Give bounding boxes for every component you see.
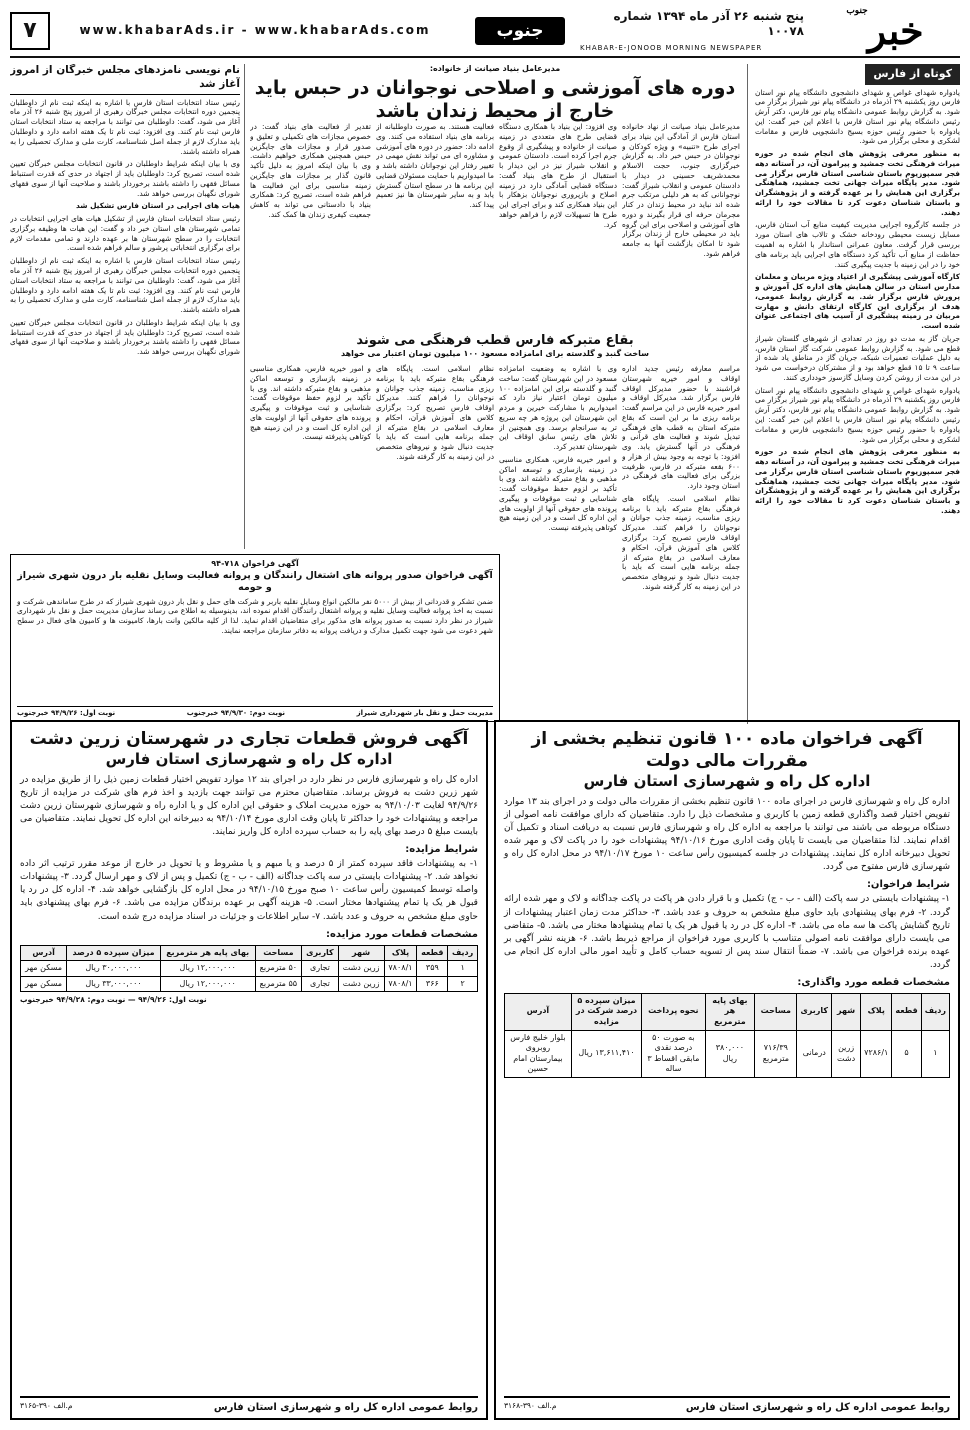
left-story-text: وی با بیان اینکه شرایط داوطلبان در قانون انتخابات مجلس خبرگان تعیین شده است، تصریح کرد: داوطلبان باید از اجتهاد در حدی که قدرت استنباط مسائل فقهی را داشته باشند برخوردار باشند و صلاحیت آنها از سوی فقهای شورای نگهبان بررسی خواهد شد. [10,317,240,357]
table-cell: ۱۲,۰۰۰,۰۰۰ ریال [160,961,255,977]
short-news-title: کوتاه از فارس [865,64,960,85]
english-name: KHABAR-E-JONOOB MORNING NEWSPAPER [580,44,763,53]
table-header-cell: آدرس [21,945,67,961]
second-story-header [250,328,740,360]
main-story-col: وی افزود: این بنیاد با همکاری دستگاه قضایی طرح های متعددی در زمینه صیانت از خانواده و پیشگیری از وقوع جرم اجرا کرده است. دادستان عمومی و انقلاب شیراز نیز در این دیدار با استقبال از طرح های بنیاد گفت: دستگاه قضایی آمادگی دارد در زمینه اصلاح و بازپروری نوجوانان بزهکار با این بنیاد همکاری کند و برای اجرای این طرح ها تسهیلات لازم را فراهم خواهد کرد. [499,122,617,229]
second-story-headline: بقاع متبرکه فارس قطب فرهنگی می شوند [356,333,634,348]
sale-ad-title: آگهی فروش قطعات تجاری در شهرستان زرین دشت [29,729,469,749]
table-cell: ۳۵۹ [417,961,448,977]
left-story-title: نام نویسی نامزدهای مجلس خبرگان از امروز آغاز شد [10,64,240,95]
logo: خبر$^{جنوب}$ [846,5,924,53]
page-number: ۷ [10,12,50,50]
ad-footer: مدیریت حمل و نقل بار شهرداری شیراز نوبت دوم: ۹۴/۹/۳۰ خبرجنوب نوبت اول: ۹۴/۹/۲۶ خبرجنوب [17,706,493,718]
table-header-cell: کاربری [797,993,832,1030]
table-header-cell: بهای پایه هر مترمربع [160,945,255,961]
table-cell: مسکن مهر [21,976,67,992]
table-cell: ۷۸۰۸/۱ [384,976,417,992]
section-tag: جنوب [460,6,580,56]
short-news-item: کارگاه آموزشی پیشگیری از اعتیاد ویژه مربیان و معلمان مدارس استان در سالن همایش های اداره کل آموزش و پرورش فارس برگزار شد. به گزارش روابط عمومی، هدف از برگزاری این کارگاه ارتقای دانش و مهارت مربیان در زمینه پیشگیری از آسیب های اجتماعی عنوان شده است. [755,272,960,331]
table-header-cell: کاربری [302,945,338,961]
table-cell: ۳۸۰,۰۰۰ ریال [705,1030,755,1077]
table-cell: تجاری [302,961,338,977]
second-story-col: وی با اشاره به وضعیت امامزاده مسعود در این شهرستان گفت: ساخت گنبد و گلدسته برای این امامزاده ۱۰۰ میلیون تومان اعتبار نیاز دارد که امیدواریم با مشارکت خیرین و مردم این شهرستان این پروژه هر چه سریع تر به سرانجام برسد. وی همچنین از تلاش های رئیس سابق اوقاف این شهرستان تقدیر کرد. و امور خیریه فارس، همکاری مناسبی در زمینه بازسازی و توسعه اماکن مذهبی و بقاع متبرکه داشته اند. وی با تأکید بر لزوم حفظ موقوفات گفت: شناسایی و ثبت موقوفات و پیگیری پرونده های حقوقی آنها از اولویت های این اداره کل است و در این زمینه هیچ کوتاهی پذیرفته نیست. [499,364,617,533]
table-cell: ۷۲۸۶/۱ [861,1030,892,1077]
table-header-cell: مساحت [255,945,302,961]
table-cell: ۱ [921,1030,949,1077]
main-story-col: مدیرعامل بنیاد صیانت از نهاد خانواده استان فارس از آمادگی این بنیاد برای اجرای طرح «تنبیه» و ویژه کودکان و نوجوانان در حبس خبر داد. به گزارش خبرگزاری جنوب، حجت الاسلام محمدشریف حسینی در دیدار با دادستان عمومی و انقلاب شیراز گفت: نوجوانانی که به هر دلیلی مرتکب جرم شده اند نباید در محیط زندان در کنار مجرمان حرفه ای قرار بگیرند و دوره های آموزشی و اصلاحی برای این گروه باید در محیطی خارج از زندان برگزار شود تا امکان بازگشت آنها به جامعه فراهم شود. [622,122,740,258]
ad-title: آگهی فراخوان صدور پروانه های اشتغال رانندگان و پروانه فعالیت وسایل نقلیه بار درون شهری شیراز و حومه [17,569,493,594]
table-header-cell: میزان سپرده ۵ درصد شرکت در مزایده [571,993,641,1030]
sale-ad-org: اداره کل راه و شهرسازی استان فارس [105,750,393,769]
left-story-text: رئیس ستاد انتخابات استان فارس با اشاره به اینکه ثبت نام از داوطلبان پنجمین دوره انتخابات مجلس خبرگان رهبری از امروز پنج شنبه ۲۶ آذر ماه آغاز می شود، گفت: داوطلبان می توانند با مراجعه به ستاد انتخابات استان فارس ثبت نام کنند. وی افزود: ثبت نام تا یک هفته ادامه دارد و داوطلبان باید مدارک لازم از جمله اصل شناسنامه، کارت ملی و مدارک تحصیلی را به همراه داشته باشند. [10,97,240,156]
table-cell: زرین دشت [832,1030,861,1077]
short-news-column [755,64,960,724]
main-story-kicker: مدیرعامل بنیاد صیانت از خانواده: [429,64,561,73]
tender-table [504,993,950,1078]
tender-ad-intro: اداره کل راه و شهرسازی فارس در اجرای ماده ۱۰۰ قانون تنظیم بخشی از مقررات مالی دولت و در اجرای بند ۱۳ موارد تفویض اختیار قصد واگذاری قطعه زمین با کاربری و مشخصات ذیل را دارد. متقاضیان که دارای موافقت نامه اصولی از دستگاه مربوطه می باشند می توانند با مراجعه به اداره کل راه و شهرسازی فارس نسبت به دریافت اسناد و تکمیل آن اقدام نمایند. لذا متقاضیان می بایست تا پایان وقت اداری مورخ ۹۴/۱۰/۱۶ پیشنهادات خود را در پاکت لاک و مهر شده تحویل دبیرخانه اداره کل نمایند. پیشنهادات در جلسه کمیسیون رأس ساعت ۱۰ مورخ ۹۴/۱۰/۱۷ در محل اداره کل راه و شهرسازی فارس مفتوح می گردد. [504,796,951,873]
table-header-cell: مساحت [755,993,797,1030]
short-news-item: یادواره شهدای غواص و شهدای دانشجوی دانشگاه پیام نور استان فارس روز یکشنبه ۲۹ آذرماه در دانشگاه پیام نور شیراز برگزار می شود. به گزارش روابط عمومی دانشگاه پیام نور فارس، دکتر آرش رئیس دانشگاه پیام نور استان فارس با اعلام این خبر گفت: این یادواره با حضور رئیس حوزه بسیج دانشجویی فارس و مقامات لشکری و محلی برگزار می شود. [755,87,960,146]
table-cell: مسکن مهر [21,961,67,977]
table-header-cell: پلاک [861,993,892,1030]
table-header-cell: قطعه [417,945,448,961]
table-row [21,976,478,992]
table-cell: ۳۶۶ [417,976,448,992]
table-cell: ۳۳,۰۰۰,۰۰۰ ریال [67,976,161,992]
table-cell: ۵۵ مترمربع [255,976,302,992]
short-news-item: به منظور معرفی پژوهش های انجام شده در حوزه میراث فرهنگی تخت جمشید و پیرامون آن، در آستانه دهه فجر سمپوزیوم باستان شناسی استان فارس برگزار می شود. مدیر پایگاه میراث جهانی تخت جمشید، هماهنگی برگزاری این همایش را بر عهده گرفته و از پژوهشگران و باستان شناسان دعوت کرد تا مقالات خود را ارائه دهند. [755,447,960,515]
short-news-item: یادواره شهدای غواص و شهدای دانشجوی دانشگاه پیام نور استان فارس روز یکشنبه ۲۹ آذرماه در دانشگاه پیام نور شیراز برگزار می شود. به گزارش روابط عمومی دانشگاه پیام نور فارس، دکتر آرش رئیس دانشگاه پیام نور استان فارس با اعلام این خبر گفت: این یادواره با حضور رئیس حوزه بسیج دانشجویی فارس و مقامات لشکری و محلی برگزار می شود. [755,385,960,444]
ad-number: آگهی فراخوان ۷۱۸-۹۴ [211,559,299,568]
table-header-cell: میزان سپرده ۵ درصد [67,945,161,961]
sale-table-title: مشخصات قطعات مورد مزایده: [325,928,478,940]
second-story-col: نظام اسلامی است. پایگاه های فرهنگی بقاع متبرکه باید با برنامه ریزی مناسب، زمینه جذب جوانان و نوجوانان را فراهم کنند. مدیرکل اوقاف فارس تصریح کرد: برگزاری کلاس های آموزش قرآن، احکام و معارف اسلامی در بقاع متبرکه از جمله برنامه هایی است که باید با جدیت دنبال شود و نیروهای متخصص در این زمینه به کار گرفته شوند. [376,364,494,461]
table-row [21,961,478,977]
tender-ad-footer: روابط عمومی اداره کل راه و شهرسازی استان فارس م.الف ۳۹۰-۳۱۶۸ [504,1396,950,1414]
table-header-cell: شهر [832,993,861,1030]
table-cell: ۱ [448,961,478,977]
main-story-col: فعالیت هستند. به صورت داوطلبانه از برنامه های بنیاد استفاده می کنند. وی ادامه داد: حضور در دوره های آموزشی و مشاوره ای می تواند نقش مهمی در تغییر رفتار این نوجوانان داشته باشد و ما امیدواریم با حمایت مسئولان قضایی این برنامه ها در سطح استان گسترش یابد و به سایر شهرستان ها نیز تعمیم پیدا کند. [376,122,494,210]
table-header-cell: بهای پایه هر مترمربع [705,993,755,1030]
table-cell: ۱۲,۰۰۰,۰۰۰ ریال [160,976,255,992]
tender-ad-title: آگهی فراخوان ماده ۱۰۰ قانون تنظیم بخشی از مقررات مالی دولت [531,729,923,772]
table-cell: زرین دشت [338,976,384,992]
ads-region [10,720,960,1420]
tender-conditions: ۱- پیشنهادات بایستی در سه پاکت (الف - ب - ج) تکمیل و با قرار دادن هر پاکت در پاکت جداگانه و لاک و مهر شده ارائه گردد. ۲- فرم بهای پیشنهادی باید حاوی مبلغ مشخص به حروف و عدد باشد. ۳- حداکثر مدت زمان اعتبار پیشنهادات از تاریخ گشایش پاکت ها سه ماه می باشد. ۴- اداره کل در رد یا قبول هر یک یا تمام پیشنهادها مختار می باشد. ۵- متقاضی می بایست دارای موافقت نامه اصولی متناسب با کاربری مورد فراخوان از مراجع ذیربط باشد. ۶- هزینه نشر آگهی بر عهده برنده فراخوان می باشد. ۷- ضمناً انتقال سند پس از تسویه حساب کامل و تأیید امور مالی اداره کل انجام می گردد. [504,894,951,970]
table-cell: تجاری [302,976,338,992]
second-story-col: و امور خیریه فارس، همکاری مناسبی در زمینه بازسازی و توسعه اماکن مذهبی و بقاع متبرکه داشته اند. وی با تأکید بر لزوم حفظ موقوفات گفت: شناسایی و ثبت موقوفات و پیگیری پرونده های حقوقی آنها از اولویت های این اداره کل است و در این زمینه هیچ کوتاهی پذیرفته نیست. [250,364,371,442]
issue-date: پنج شنبه ۲۶ آذر ماه ۱۳۹۴ شماره ۱۰۰۷۸ [613,8,804,39]
table-cell: ۳۰,۰۰۰,۰۰۰ ریال [67,961,161,977]
tender-ad [494,720,960,1420]
left-story-text: رئیس ستاد انتخابات استان فارس از تشکیل هیات های اجرایی انتخابات در تمامی شهرستان های استان خبر داد و گفت: این هیات ها وظیفه برگزاری انتخابات را در سطح شهرستان ها بر عهده دارند و تمامی مقدمات لازم برای برگزاری انتخاباتی پرشور و سالم فراهم شده است. [10,214,240,253]
left-story-subtitle: هیات های اجرایی در استان فارس تشکیل شد [75,201,240,211]
news-region [10,64,960,724]
short-news-item: در جلسه کارگروه اجرایی مدیریت کیفیت منابع آب استان فارس، مسایل زیست محیطی رودخانه خشک و تالاب های استان مورد بررسی قرار گرفت. معاون عمرانی استاندار با اشاره به اهمیت حفاظت از منابع آب تأکید کرد دستگاه های اجرایی باید برنامه های خود را در این زمینه با جدیت پیگیری کنند. [755,220,960,269]
table-header-cell: نحوه پرداخت [642,993,705,1030]
table-cell: ۱۳,۶۱۱,۴۱۰ ریال [571,1030,641,1077]
main-story-headline: دوره های آموزشی و اصلاحی نوجوانان در حبس باید خارج از محیط زندان باشد [254,76,736,123]
sale-ad-footer: روابط عمومی اداره کل راه و شهرسازی استان فارس م.الف ۳۹۰-۳۱۶۵ [20,1396,478,1414]
left-story-text: وی با بیان اینکه شرایط داوطلبان در قانون انتخابات مجلس خبرگان تعیین شده است، تصریح کرد: داوطلبان باید از اجتهاد در حدی که قدرت استنباط مسائل فقهی را داشته باشند برخوردار باشند و صلاحیت آنها از سوی فقهای شورای نگهبان بررسی خواهد شد. [10,159,240,198]
table-cell: ۲ [448,976,478,992]
table-cell: درمانی [797,1030,832,1077]
dateline [580,6,810,56]
tender-conditions-title: شرایط فراخوان: [866,879,950,891]
table-cell: ۵۰ مترمربع [255,961,302,977]
table-header-cell: ردیف [921,993,949,1030]
short-news-item: به منظور معرفی پژوهش های انجام شده در حوزه میراث فرهنگی تخت جمشید و پیرامون آن، در آستانه دهه فجر سمپوزیوم باستان شناسی استان فارس برگزار می شود. مدیر پایگاه میراث جهانی تخت جمشید، هماهنگی برگزاری این همایش را بر عهده گرفته و از پژوهشگران و باستان شناسان دعوت کرد تا مقالات خود را ارائه دهند. [755,149,960,217]
sale-table [20,945,478,993]
table-cell: ۵ [892,1030,921,1077]
main-story-header [250,64,740,128]
sale-ad-intro: اداره کل راه و شهرسازی فارس در نظر دارد در اجرای بند ۱۲ موارد تفویض اختیار قطعات زمین ذیل را از طریق مزایده در شهر زرین دشت به فروش برساند. متقاضیان محترم می توانند جهت بازدید و اخذ فرم های شرکت در مزایده از تاریخ ۹۴/۹/۲۶ لغایت ۹۴/۱۰/۰۳ به حوزه مدیریت املاک و حقوقی این اداره کل و یا اداره راه و شهرسازی شهرستان زرین دشت مراجعه و پیشنهادات خود را حداکثر تا پایان وقت اداری مورخ ۹۴/۱۰/۱۴ به دبیرخانه این اداره کل تحویل نمایند. متقاضیان می بایست مبلغ ۵ درصد بهای پایه را به حساب سپرده اداره کل واریز نمایند. [20,774,479,838]
tender-ad-org: اداره کل راه و شهرسازی استان فارس [583,772,871,791]
sale-publish-dates: نوبت اول: ۹۴/۹/۲۶ — نوبت دوم: ۹۴/۹/۲۸ خبرجنوب [20,995,207,1005]
table-cell: ۷۸۰۸/۱ [384,961,417,977]
left-story [10,64,240,549]
second-story-col: مراسم معارفه رئیس جدید اداره اوقاف و امور خیریه شهرستان فراشبند با حضور مدیرکل اوقاف فارس برگزار شد. مدیرکل اوقاف و امور خیریه فارس در این مراسم گفت: برنامه ریزی ما بر این است که بقاع متبرکه استان به قطب های فرهنگی تبدیل شوند و فعالیت های قرآنی و فرهنگی در آنها گسترش یابد. وی افزود: با توجه به وجود بیش از هزار و ۶۰۰ بقعه متبرکه در فارس، ظرفیت بزرگی برای فعالیت های فرهنگی در استان وجود دارد. نظام اسلامی است. پایگاه های فرهنگی بقاع متبرکه باید با برنامه ریزی مناسب، زمینه جذب جوانان و نوجوانان را فراهم کنند. مدیرکل اوقاف فارس تصریح کرد: برگزاری کلاس های آموزش قرآن، احکام و معارف اسلامی در بقاع متبرکه از جمله برنامه هایی است که باید با جدیت دنبال شود و نیروهای متخصص در این زمینه به کار گرفته شوند. [622,364,740,591]
sale-ad [10,720,488,1420]
table-cell: ۷۱۶/۳۹ مترمربع [755,1030,797,1077]
table-header-cell: پلاک [384,945,417,961]
table-cell: بلوار خلیج فارس روبروی بیمارستان امام حسین [505,1030,572,1077]
main-story-col: تقدیر از فعالیت های بنیاد گفت: در خصوص مجازات های تکمیلی و تعلیق و صدور قرار و مجازات های جایگزین حبس همچنین همکاری خواهیم داشت. وی با بیان اینکه امروز به دلیل تأکید قانون گذار بر مجازات های جایگزین زمینه مناسبی برای این فعالیت ها فراهم شده است، تصریح کرد: همکاری بنیاد با دادستانی می تواند به کاهش جمعیت کیفری زندان ها کمک کند. [250,122,371,219]
table-cell: به صورت ۵۰ درصد نقدی مابقی اقساط ۳ ساله [642,1030,705,1077]
website-link[interactable]: www.khabarAds.ir - www.khabarAds.com [79,23,431,38]
short-news-item: جریان گاز به مدت دو روز در تعدادی از شهرهای گلستان شیراز قطع می شود. به گزارش روابط عمومی شرکت گاز استان فارس، به دلیل عملیات تعمیرات شبکه، جریان گاز در مناطق یاد شده از ساعت ۹ تا ۱۵ قطع خواهد بود و از مشترکان درخواست می شود در این مدت از روشن کردن وسایل گازسوز خودداری کنند. [755,333,960,382]
sale-conditions-title: شرایط مزایده: [405,844,478,856]
table-cell: زرین دشت [338,961,384,977]
left-story-text: رئیس ستاد انتخابات استان فارس با اشاره به اینکه ثبت نام از داوطلبان پنجمین دوره انتخابات مجلس خبرگان رهبری از امروز پنج شنبه ۲۶ آذر ماه آغاز می شود، گفت: داوطلبان می توانند با مراجعه به ستاد انتخابات استان فارس ثبت نام کنند. وی افزود: ثبت نام تا یک هفته ادامه دارد و داوطلبان باید مدارک لازم از جمله اصل شناسنامه، کارت ملی و مدارک تحصیلی را به همراه داشته باشند. [10,256,240,315]
table-row [505,1030,950,1077]
table-header-cell: آدرس [505,993,572,1030]
ad-body: ضمن تشکر و قدردانی از بیش از ۵۰۰۰ نفر مالکین انواع وسایل نقلیه باربر و شرکت های حمل و نقل بار درون شهری شیراز که در طرح ساماندهی شرکت و نسبت به اخذ پروانه فعالیت وسایل نقلیه و پروانه اشتغال رانندگان اقدام نموده اند، بدینوسیله به اطلاع می رساند سازمان مدیریت حمل و نقل بار شهرداری شیراز در نظر دارد نسبت به صدور پروانه های مذکور برای متقاضیان اقدام نماید. لذا از کلیه مالکین وانت بارها، کامیونت ها و کامیون های فعال در سطح شهر دعوت می شود جهت تکمیل مدارک و دریافت پروانه به دفاتر سازمان مراجعه نمایند. [17,596,493,635]
table-header-cell: ردیف [448,945,478,961]
tender-table-title: مشخصات قطعه مورد واگذاری: [797,976,950,988]
second-story-kicker: ساخت گنبد و گلدسته برای امامزاده مسعود ۱۰۰ میلیون تومان اعتبار می خواهد [341,349,649,359]
shiraz-transport-ad [10,554,500,722]
sale-conditions: ۱- به پیشنهادات فاقد سپرده کمتر از ۵ درصد و یا مبهم و یا مشروط و یا تحویل در خارج از موعد مقرر ترتیب اثر داده نخواهد شد. ۲- پیشنهادات بایستی در سه پاکت جداگانه (الف - ب - ج) تکمیل و پس از لاک و مهر ارسال گردد. ۳- پیشنهادات واصله توسط کمیسیون رأس ساعت ۱۰ صبح مورخ ۹۴/۱۰/۱۵ در محل اداره کل بازگشایی خواهد شد. ۴- اداره کل در رد یا قبول هر یک یا تمام پیشنهادها مختار است. ۵- هزینه آگهی بر عهده برندگان مزایده می باشد. ۶- فرم بهای پیشنهادی باید حاوی مبلغ مشخص به حروف و عدد باشد. ۷- سایر اطلاعات و جزئیات در اسناد مزایده درج شده است. [20,859,478,922]
masthead [10,6,960,58]
table-header-cell: قطعه [892,993,921,1030]
table-header-cell: شهر [338,945,384,961]
